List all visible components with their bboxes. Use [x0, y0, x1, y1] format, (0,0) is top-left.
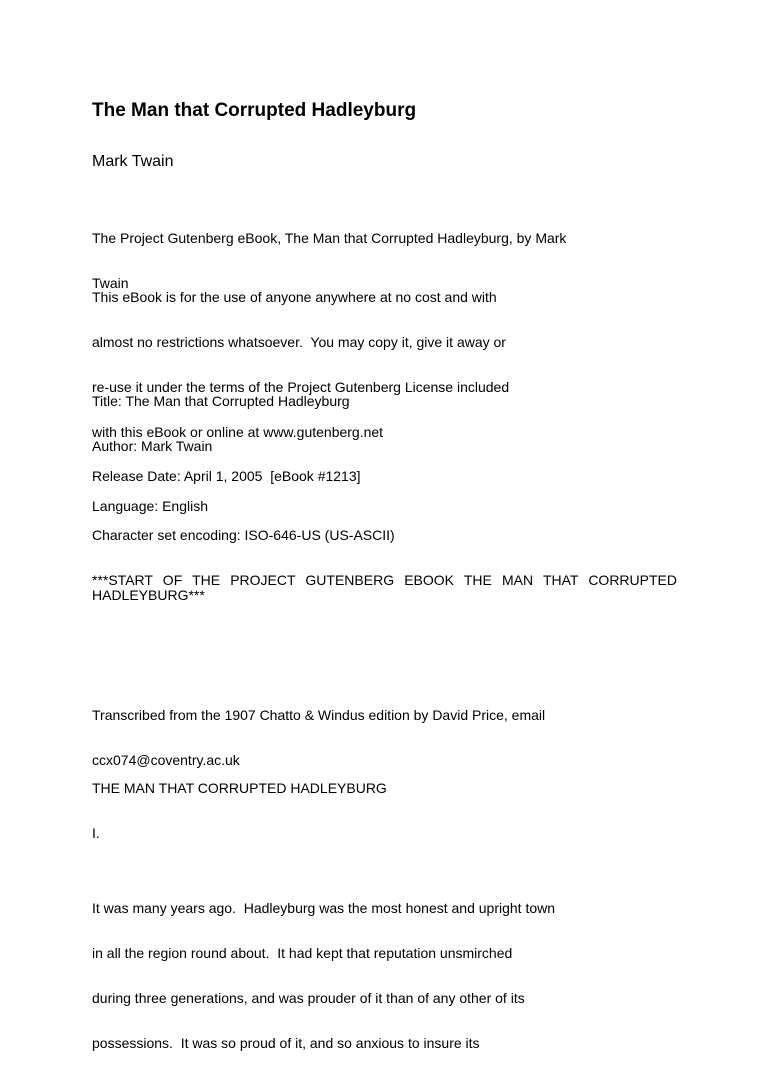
license-line: re-use it under the terms of the Project Gutenberg License included — [92, 379, 510, 395]
license-line: almost no restrictions whatsoever. You may copy it, give it away or — [92, 334, 506, 350]
paragraph-line: It was many years ago. Hadleyburg was the most honest and upright town — [92, 900, 556, 916]
meta-title: Title: The Man that Corrupted Hadleyburg — [92, 393, 350, 409]
paragraph-line: in all the region round about. It had kept that reputation unsmirched — [92, 945, 513, 961]
license-line: This eBook is for the use of anyone anywhere at no cost and with — [92, 289, 497, 305]
meta-author: Author: Mark Twain — [92, 438, 213, 454]
document-title: The Man that Corrupted Hadleyburg — [92, 100, 417, 121]
paragraph-line: during three generations, and was prouder of it than of any other of its — [92, 990, 525, 1006]
start-marker-line: HADLEYBURG*** — [92, 587, 205, 603]
intro-line: The Project Gutenberg eBook, The Man that Corrupted Hadleyburg, by Mark — [92, 230, 567, 246]
start-marker-line: ***START OF THE PROJECT GUTENBERG EBOOK THE MAN THAT CORRUPTED — [92, 572, 677, 588]
transcription-line: ccx074@coventry.ac.uk — [92, 752, 240, 768]
document-author: Mark Twain — [92, 153, 174, 170]
story-paragraph — [92, 871, 555, 1081]
license-line: with this eBook or online at www.gutenberg.net — [92, 424, 384, 440]
start-marker — [92, 573, 677, 603]
paragraph-line: possessions. It was so proud of it, and so anxious to insure its — [92, 1035, 480, 1051]
meta-language: Language: English — [92, 498, 208, 514]
story-heading: THE MAN THAT CORRUPTED HADLEYBURG — [92, 780, 387, 796]
meta-encoding: Character set encoding: ISO-646-US (US-ASCII) — [92, 527, 395, 543]
transcription-line: Transcribed from the 1907 Chatto & Windus edition by David Price, email — [92, 707, 546, 723]
intro-line: Twain — [92, 275, 129, 291]
meta-release-date: Release Date: April 1, 2005 [eBook #1213] — [92, 468, 361, 484]
chapter-number: I. — [92, 825, 100, 841]
